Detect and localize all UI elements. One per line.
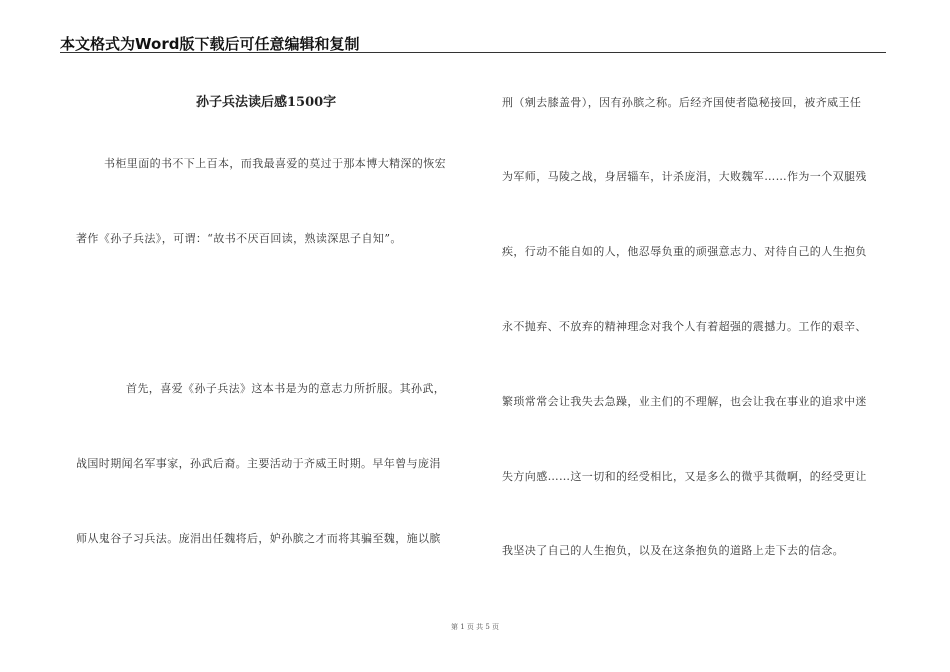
paragraph-line: 为军师，马陵之战，身居辎车，计杀庞涓，大败魏军……作为一个双腿残: [502, 170, 867, 183]
page-footer: 第 1 页 共 5 页: [450, 623, 500, 631]
document-title: 孙子兵法读后感1500字: [196, 95, 337, 110]
header-divider: [60, 52, 886, 53]
paragraph-line: 刑（剜去膝盖骨），因有孙膑之称。后经齐国使者隐秘接回，被齐威王任: [502, 96, 862, 109]
paragraph-line: 永不抛弃、不放弃的精神理念对我个人有着超强的震撼力。工作的艰辛、: [502, 320, 867, 333]
paragraph-line: 师从鬼谷子习兵法。庞涓出任魏将后，妒孙膑之才而将其骗至魏，施以膑: [76, 532, 441, 545]
paragraph-line: 我坚决了自己的人生抱负，以及在这条抱负的道路上走下去的信念。: [502, 544, 844, 557]
paragraph-line: 书柜里面的书不下上百本，而我最喜爱的莫过于那本博大精深的恢宏: [104, 157, 446, 170]
paragraph-line: 失方向感……这一切和的经受相比，又是多么的微乎其微啊，的经受更让: [502, 470, 867, 483]
paragraph-line: 著作《孙子兵法》，可谓：“故书不厌百回读，熟读深思子自知”。: [76, 232, 402, 245]
header-title: 本文格式为Word版下载后可任意编辑和复制: [60, 35, 360, 53]
paragraph-line: 首先，喜爱《孙子兵法》这本书是为的意志力所折服。其孙武，: [126, 382, 446, 395]
paragraph-line: 繁琐常常会让我失去急躁，业主们的不理解，也会让我在事业的追求中迷: [502, 395, 867, 408]
paragraph-line: 战国时期闻名军事家，孙武后裔。主要活动于齐威王时期。早年曾与庞涓: [76, 457, 441, 470]
paragraph-line: 疾，行动不能自如的人，他忍辱负重的顽强意志力、对待自己的人生抱负: [502, 245, 867, 258]
